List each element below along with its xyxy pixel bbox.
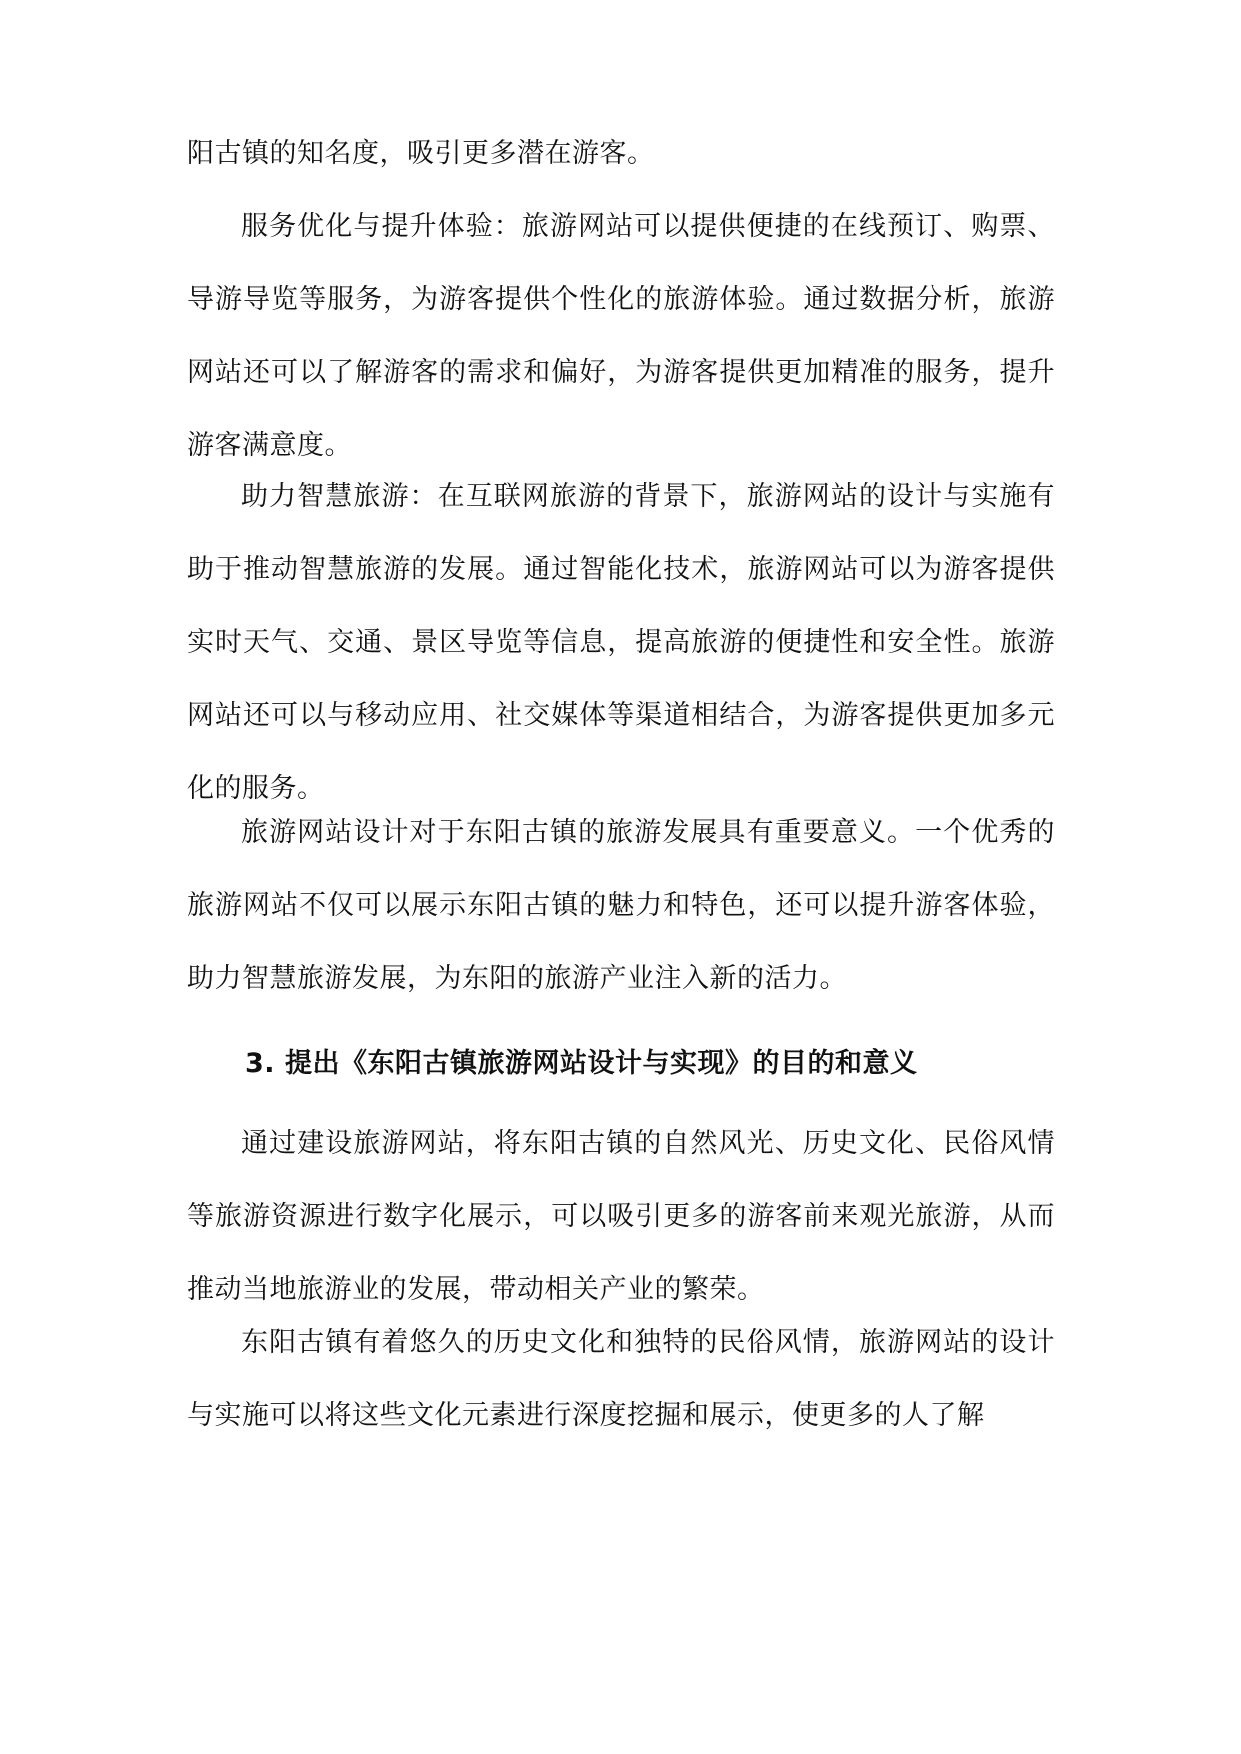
paragraph-smart-tourism: 助力智慧旅游：在互联网旅游的背景下，旅游网站的设计与实施有助于推动智慧旅游的发展。通过智能化技术，旅游网站可以为游客提供实时天气、交通、景区导览等信息，提高旅游的便捷性和安全性。旅游网站还可以与移动应用、社交媒体等渠道相结合，为游客提供更加多元化的服务。 bbox=[187, 481, 1055, 804]
paragraph-purpose: 通过建设旅游网站，将东阳古镇的自然风光、历史文化、民俗风情等旅游资源进行数字化展示，可以吸引更多的游客前来观光旅游，从而推动当地旅游业的发展，带动相关产业的繁荣。 bbox=[187, 1128, 1055, 1305]
paragraph-culture: 东阳古镇有着悠久的历史文化和独特的民俗风情，旅游网站的设计与实施可以将这些文化元素进行深度挖掘和展示，使更多的人了解 bbox=[187, 1327, 1055, 1431]
paragraph-continuation: 阳古镇的知名度，吸引更多潜在游客。 bbox=[187, 138, 655, 169]
paragraph-significance-summary: 旅游网站设计对于东阳古镇的旅游发展具有重要意义。一个优秀的旅游网站不仅可以展示东阳古镇的魅力和特色，还可以提升游客体验，助力智慧旅游发展，为东阳的旅游产业注入新的活力。 bbox=[187, 817, 1055, 994]
paragraph-service-optimization: 服务优化与提升体验：旅游网站可以提供便捷的在线预订、购票、导游导览等服务，为游客提供个性化的旅游体验。通过数据分析，旅游网站还可以了解游客的需求和偏好，为游客提供更加精准的服务，提升游客满意度。 bbox=[187, 211, 1055, 461]
section-heading: 3. 提出《东阳古镇旅游网站设计与实现》的目的和意义 bbox=[245, 1048, 918, 1079]
